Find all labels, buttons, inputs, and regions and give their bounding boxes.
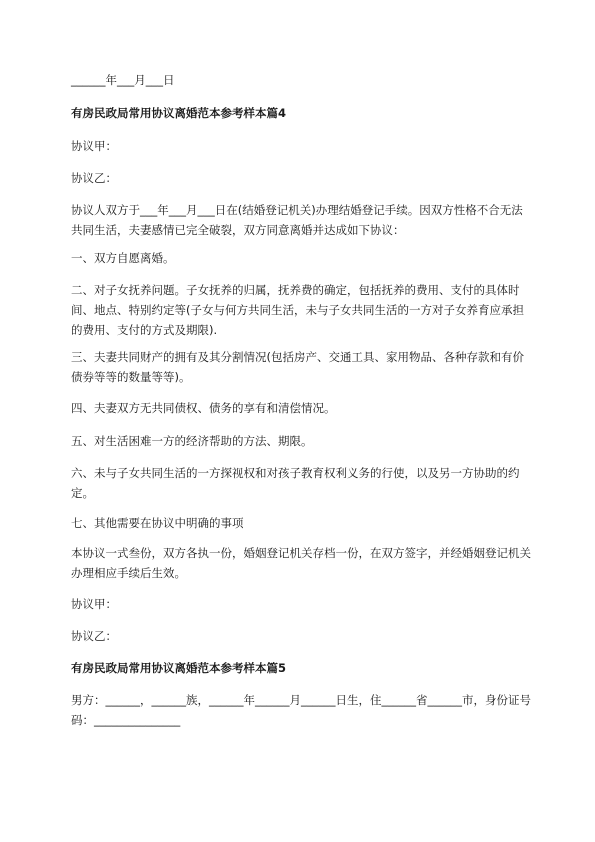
section-heading-4: 有房民政局常用协议离婚范本参考样本篇4 bbox=[71, 106, 286, 120]
section-heading-5: 有房民政局常用协议离婚范本参考样本篇5 bbox=[71, 661, 286, 675]
clause-4: 四、夫妻双方无共同债权、债务的享有和清偿情况。 bbox=[71, 401, 336, 415]
intro-paragraph: 协议人双方于___年___月___日在(结婚登记机关)办理结婚登记手续。因双方性格不合无法共同生活，夫妻感情已完全破裂，双方同意离婚并达成如下协议： bbox=[71, 203, 523, 237]
clause-1: 一、双方自愿离婚。 bbox=[71, 251, 175, 265]
clause-2: 二、对子女抚养问题。子女抚养的归属，抚养费的确定，包括抚养的费用、支付的具体时间、地点、特别约定等(子女与何方共同生活，未与子女共同生活的一方对子女养育应承担的费用、支付的方式及期限). bbox=[71, 283, 524, 337]
date-line: ______年___月___日 bbox=[71, 73, 175, 87]
clause-6: 六、未与子女共同生活的一方探视权和对孩子教育权利义务的行使，以及另一方协助的约定。 bbox=[71, 466, 520, 500]
clause-3: 三、夫妻共同财产的拥有及其分割情况(包括房产、交通工具、家用物品、各种存款和有价债券等等的数量等等)。 bbox=[71, 350, 524, 384]
party-b-signature-label: 协议乙： bbox=[71, 629, 117, 643]
party-b-label: 协议乙： bbox=[71, 171, 117, 185]
closing-paragraph: 本协议一式叁份，双方各执一份，婚姻登记机关存档一份，在双方签字，并经婚姻登记机关办理相应手续后生效。 bbox=[71, 546, 531, 580]
party-a-label: 协议甲： bbox=[71, 139, 117, 153]
man-info-line: 男方：______，______族，______年______月______日生，住______省______市，身份证号码：_______________ bbox=[71, 693, 531, 727]
party-a-signature-label: 协议甲： bbox=[71, 597, 117, 611]
clause-5: 五、对生活困难一方的经济帮助的方法、期限。 bbox=[71, 434, 313, 448]
clause-7: 七、其他需要在协议中明确的事项 bbox=[71, 516, 244, 530]
